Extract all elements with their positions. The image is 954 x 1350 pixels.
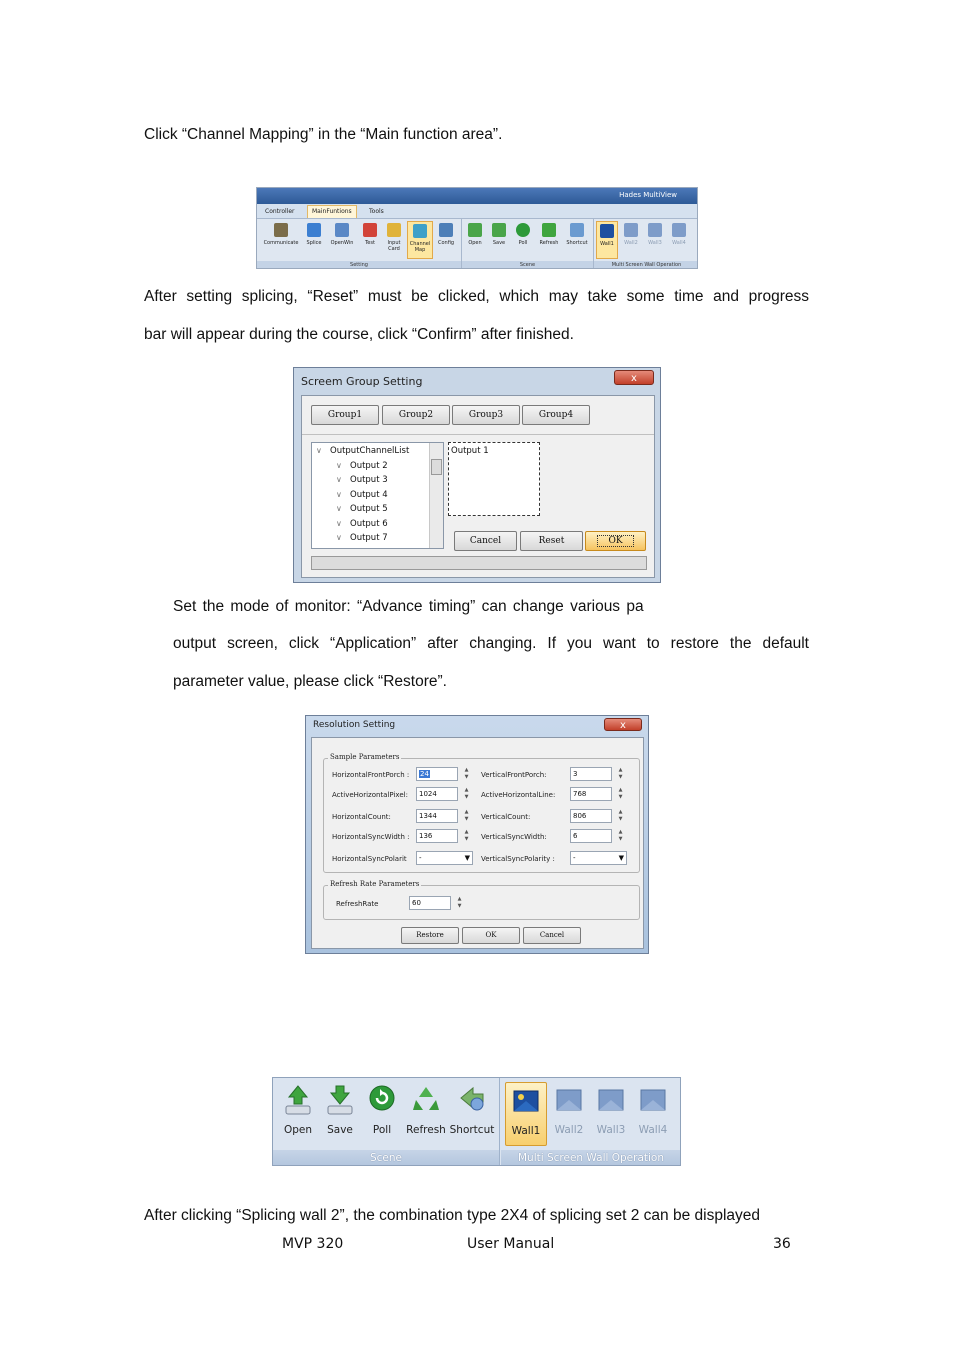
list-root[interactable]: ∨ OutputChannelList [316,446,410,456]
open-icon [468,223,482,237]
chevron-icon: ∨ [336,519,342,528]
close-button[interactable]: x [614,370,654,385]
list-item[interactable]: ∨ Output 3 [336,475,388,485]
refresh-button[interactable]: Refresh [403,1082,449,1146]
monitor-icon [307,223,321,237]
paragraph-reset-line1: After setting splicing, “Reset” must be clicked, which may take some time and progress [144,288,809,305]
wall2-button[interactable]: Wall2 [549,1082,589,1146]
scene-group [273,1078,500,1166]
spinner[interactable]: ▲ ▼ [464,767,469,780]
active-horizontal-line-input[interactable]: 768 [570,787,612,801]
scene-caption: Scene [273,1150,499,1166]
screen-group-setting-dialog [293,367,661,583]
vertical-count-input[interactable]: 806 [570,809,612,823]
tab-tools[interactable]: Tools [369,208,384,215]
field-label: VerticalCount: [481,813,531,821]
wall-flag-icon [554,1084,584,1118]
dialog-body [301,395,655,578]
paragraph-channel-mapping: Click “Channel Mapping” in the “Main function area”. [144,126,503,143]
wall3-button[interactable]: Wall3 [591,1082,631,1146]
paragraph-monitor-mode-line2: output screen, click “Application” after changing. If you want to restore the default [173,635,809,652]
ribbon-group-wall [594,219,698,269]
spinner[interactable]: ▲ ▼ [464,787,469,800]
sample-parameters-group [323,753,640,873]
field-label: ActiveHorizontalPixel: [332,791,408,799]
close-button[interactable]: x [604,718,642,731]
list-item[interactable]: ∨ Output 6 [336,519,388,529]
horizontal-sync-polarity-select[interactable]: - ▼ [416,851,473,865]
scene-wall-toolbar [272,1077,681,1166]
channel-map-icon [413,224,427,238]
group4-button[interactable]: Group4 [522,405,590,425]
list-item[interactable]: ∨ Output 5 [336,504,388,514]
wall-group [501,1078,681,1166]
open-icon [283,1084,313,1118]
list-item[interactable]: ∨ Output 7 [336,533,388,543]
refresh-rate-legend: Refresh Rate Parameters [330,880,420,888]
field-label: VerticalSyncWidth: [481,833,547,841]
shortcut-button[interactable]: Shortcut [449,1082,495,1146]
wall4-button[interactable]: Wall4 [668,221,690,259]
horizontal-count-input[interactable]: 1344 [416,809,458,823]
wall-flag-icon [648,223,662,237]
wall1-button[interactable]: Wall1 [596,221,618,259]
resolution-setting-dialog [305,715,649,954]
ribbon-group-setting [257,219,462,269]
wall2-button[interactable]: Wall2 [620,221,642,259]
open-button[interactable]: Open [279,1082,317,1146]
tab-mainfunctions[interactable]: MainFuntions [307,205,357,218]
cancel-button[interactable]: Cancel [454,531,517,551]
cancel-button[interactable]: Cancel [523,927,581,944]
field-label: HorizontalSyncPolarit [332,855,407,863]
output-selected-box[interactable] [448,442,540,516]
footer-page-number: 36 [773,1236,791,1252]
group2-button[interactable]: Group2 [382,405,450,425]
footer-doc-title: User Manual [467,1236,555,1252]
poll-button[interactable]: Poll [363,1082,401,1146]
test-button[interactable]: Test [359,221,381,259]
scrollbar-thumb[interactable] [431,459,442,475]
refresh-rate-group [323,880,640,920]
paragraph-reset-line2: bar will appear during the course, click “Confirm” after finished. [144,326,574,343]
selected-output: Output 1 [451,446,489,456]
app-title: Hades MultiView [619,191,677,199]
progress-bar [311,556,647,570]
tab-controller[interactable]: Controller [265,208,295,215]
spinner[interactable]: ▲ ▼ [464,809,469,822]
config-button[interactable]: Config [435,221,457,259]
footer-product: MVP 320 [282,1236,344,1252]
ok-button[interactable]: OK [585,531,646,551]
save-button[interactable]: Save [321,1082,359,1146]
wall4-button[interactable]: Wall4 [633,1082,673,1146]
paragraph-splicing-wall: After clicking “Splicing wall 2”, the combination type 2X4 of splicing set 2 can be displayed [144,1207,761,1224]
vertical-front-porch-input[interactable]: 3 [570,767,612,781]
card-icon [387,223,401,237]
vertical-sync-width-input[interactable]: 6 [570,829,612,843]
wall1-button[interactable]: Wall1 [505,1082,547,1146]
window-icon [335,223,349,237]
horizontal-sync-width-input[interactable]: 136 [416,829,458,843]
shortcut-icon [570,223,584,237]
output-channel-list[interactable] [311,442,444,549]
wall3-button[interactable]: Wall3 [644,221,666,259]
ok-button[interactable]: OK [462,927,520,944]
communicate-button[interactable]: Communicate [261,221,301,259]
restore-button[interactable]: Restore [401,927,459,944]
dialog-title: Screem Group Setting [301,375,423,388]
openwin-button[interactable]: OpenWin [327,221,357,259]
field-label: HorizontalCount: [332,813,391,821]
shortcut-icon [457,1084,487,1118]
wall-flag-icon [672,223,686,237]
paragraph-monitor-mode-line1: Set the mode of monitor: “Advance timing” can change various pa [173,598,644,615]
ribbon-titlebar [257,188,697,204]
test-icon [363,223,377,237]
open-button[interactable]: Open [464,221,486,259]
poll-icon [516,223,530,237]
ribbon-group-scene [462,219,594,269]
poll-icon [367,1084,397,1118]
spinner[interactable]: ▲ ▼ [618,809,623,822]
vertical-sync-polarity-select[interactable]: - ▼ [570,851,627,865]
refresh-rate-label: RefreshRate [336,900,379,908]
spinner[interactable]: ▲ ▼ [457,896,462,909]
chevron-icon: ∨ [336,490,342,499]
spinner[interactable]: ▲ ▼ [618,767,623,780]
list-item[interactable]: ∨ Output 4 [336,490,388,500]
wall-caption: Multi Screen Wall Operation [501,1150,681,1166]
horizontal-front-porch-input[interactable]: 24 [416,767,458,781]
group3-button[interactable]: Group3 [452,405,520,425]
chevron-icon: ∨ [336,475,342,484]
ribbon-screenshot [256,187,698,269]
chevron-icon: ∨ [336,504,342,513]
channel-map-button[interactable]: Channel Map [407,221,433,259]
spinner[interactable]: ▲ ▼ [618,829,623,842]
refresh-icon [542,223,556,237]
field-label: ActiveHorizontalLine: [481,791,556,799]
field-label: VerticalSyncPolarity : [481,855,555,863]
input-card-button[interactable]: Input Card [383,221,405,259]
dropdown-arrow-icon: ▼ [464,854,470,862]
sample-parameters-legend: Sample Parameters [330,753,400,761]
reset-button[interactable]: Reset [520,531,583,551]
dropdown-arrow-icon: ▼ [618,854,624,862]
divider [302,434,654,435]
refresh-rate-input[interactable]: 60 [409,896,451,910]
list-scrollbar[interactable] [429,443,443,548]
wall-flag-icon [624,223,638,237]
dialog-title: Resolution Setting [313,720,396,730]
active-horizontal-pixel-input[interactable]: 1024 [416,787,458,801]
communicate-icon [274,223,288,237]
wall-flag-icon [511,1085,541,1119]
config-icon [439,223,453,237]
spinner[interactable]: ▲ ▼ [464,829,469,842]
chevron-icon: ∨ [336,533,342,542]
field-label: VerticalFrontPorch: [481,771,547,779]
scene-caption: Scene [462,261,593,269]
chevron-down-icon: ∨ [316,446,322,455]
dialog-body [311,737,644,949]
save-icon [325,1084,355,1118]
field-label: HorizontalSyncWidth : [332,833,410,841]
wall-flag-icon [596,1084,626,1118]
chevron-icon: ∨ [336,461,342,470]
save-button[interactable]: Save [488,221,510,259]
save-icon [492,223,506,237]
shortcut-button[interactable]: Shortcut [564,221,590,259]
wall-flag-icon [638,1084,668,1118]
wall-caption: Multi Screen Wall Operation [594,261,698,269]
setting-caption: Setting [257,261,461,269]
list-item[interactable]: ∨ Output 2 [336,461,388,471]
wall-flag-icon [600,224,614,238]
field-label: HorizontalFrontPorch : [332,771,410,779]
paragraph-monitor-mode-line3: parameter value, please click “Restore”. [173,673,447,690]
splice-button[interactable]: Splice [303,221,325,259]
poll-button[interactable]: Poll [512,221,534,259]
spinner[interactable]: ▲ ▼ [618,787,623,800]
ribbon-tabs [257,204,697,219]
refresh-icon [411,1084,441,1118]
refresh-button[interactable]: Refresh [536,221,562,259]
group1-button[interactable]: Group1 [311,405,379,425]
